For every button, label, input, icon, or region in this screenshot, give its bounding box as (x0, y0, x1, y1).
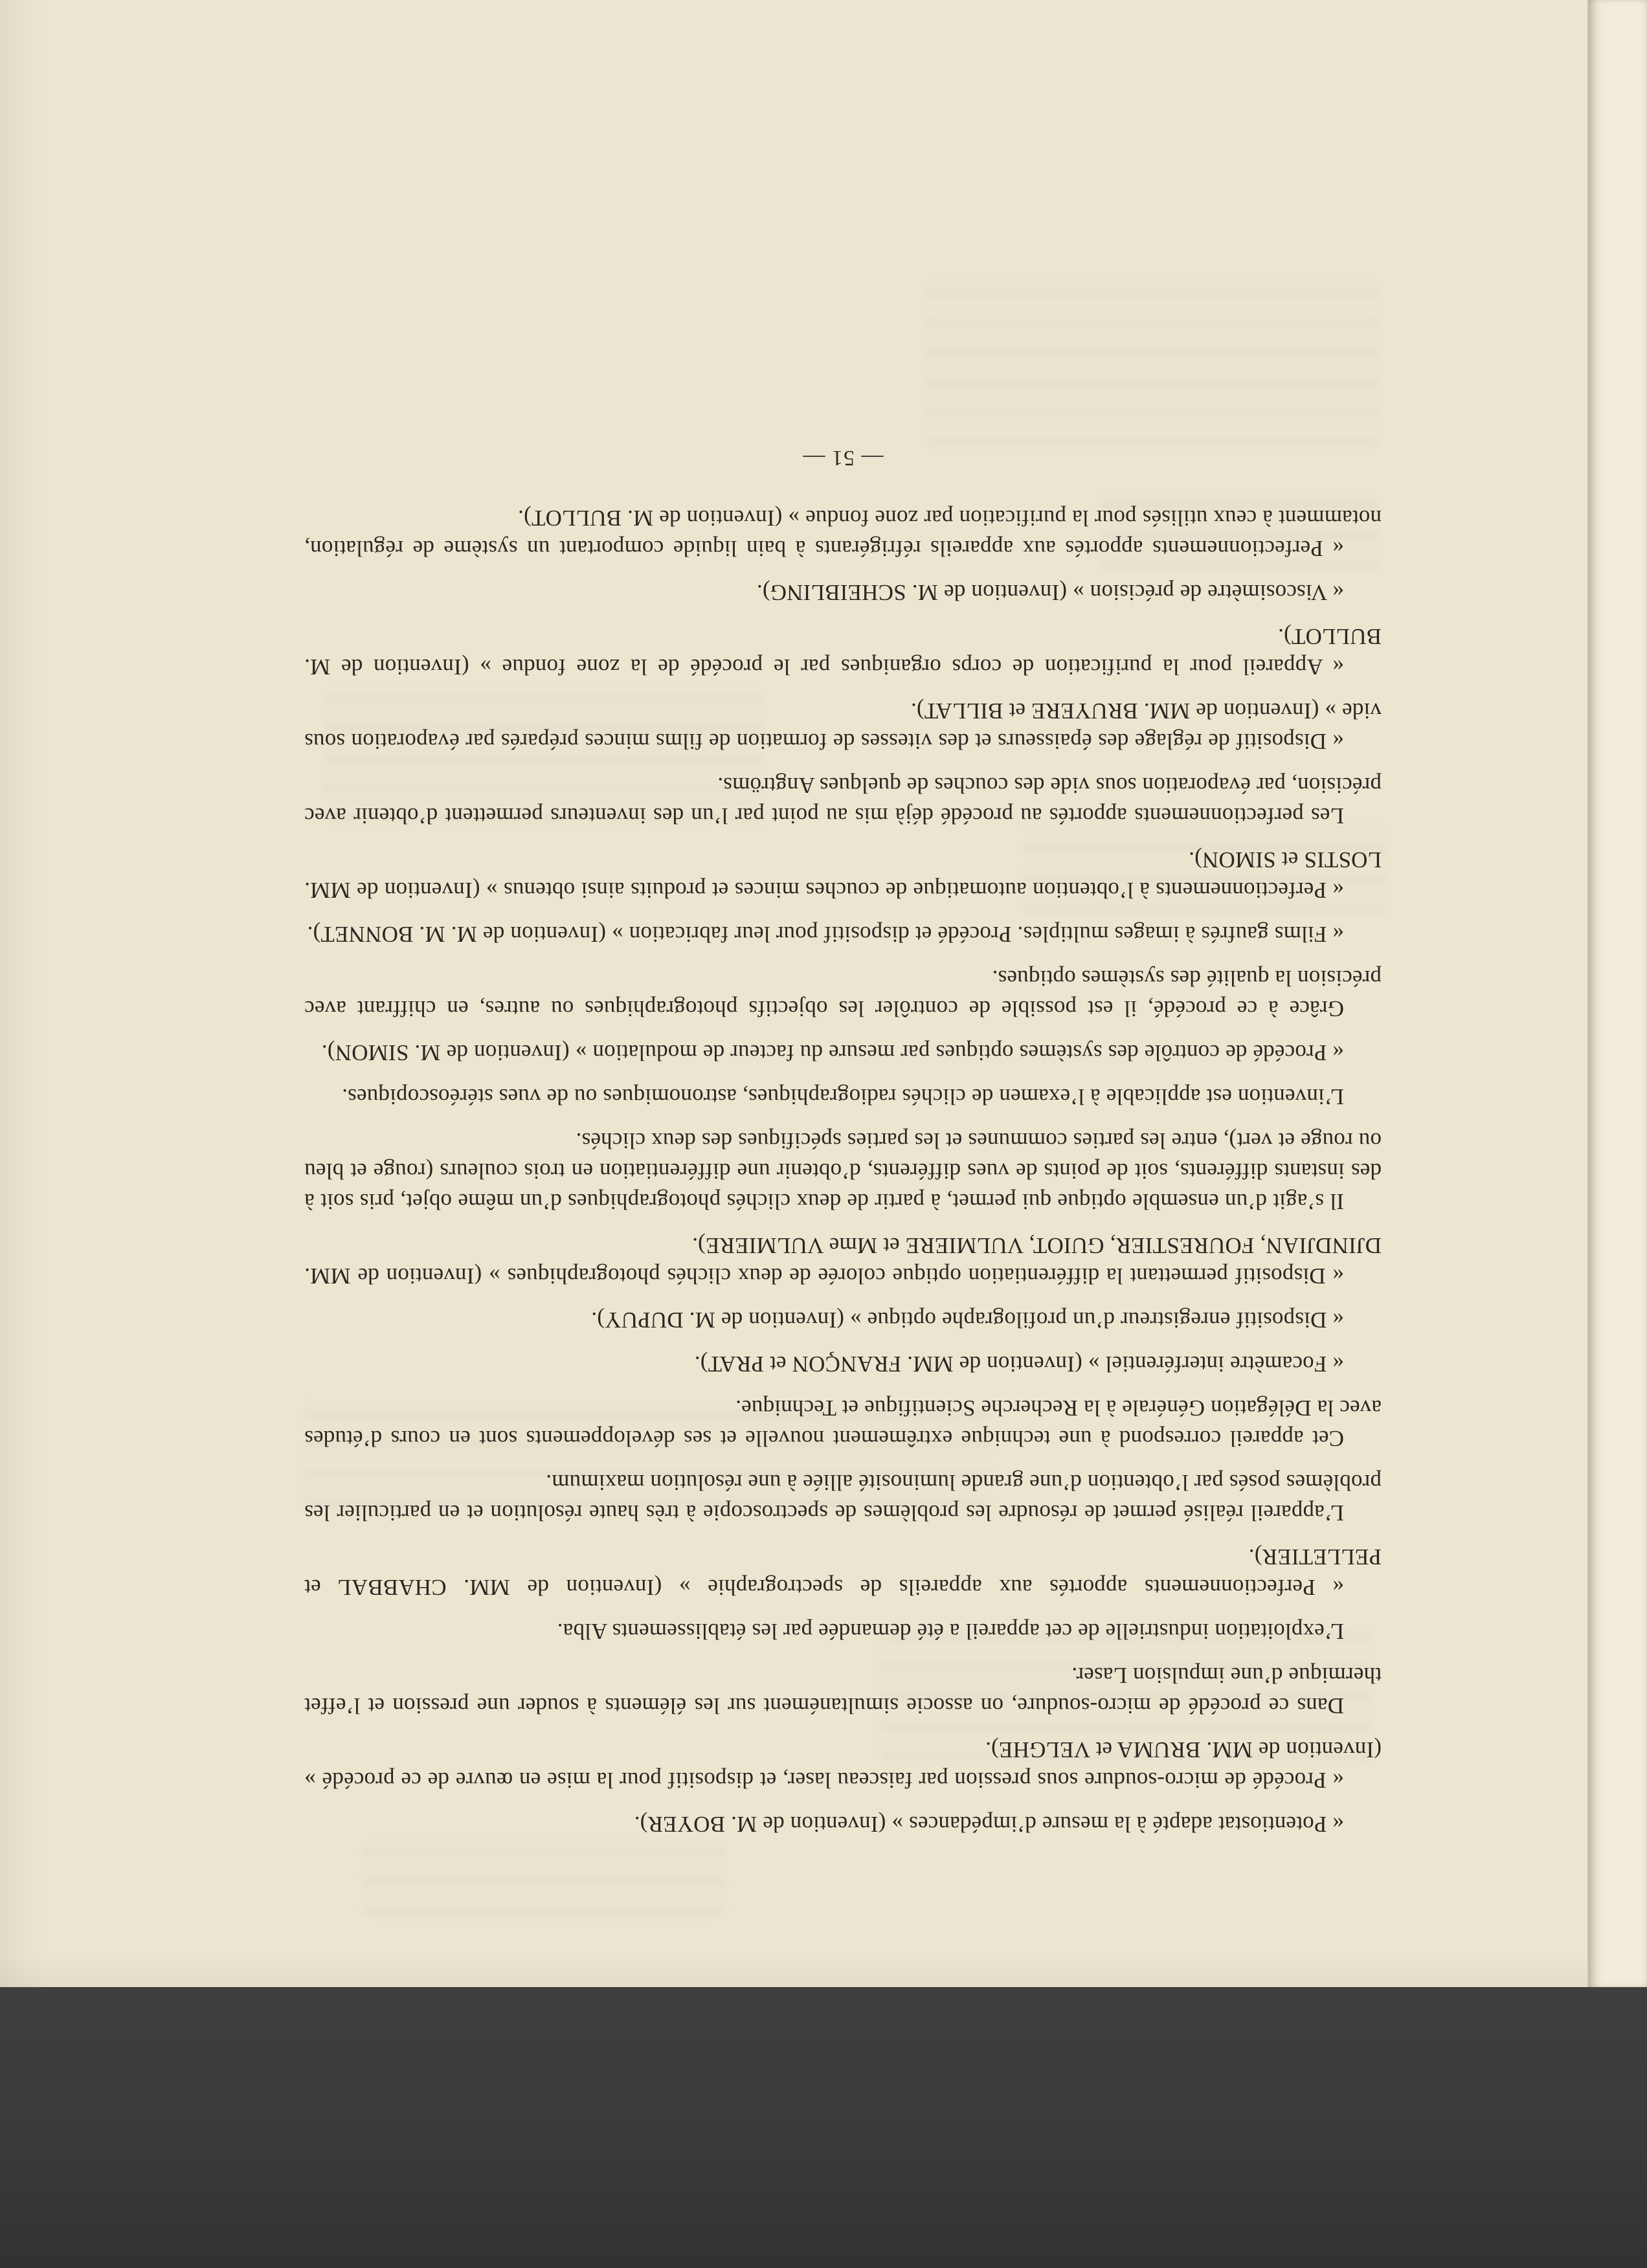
paragraph: « Potentiostat adapté à la mesure d’impédances » (Invention de M. BOYER). (634, 1812, 1344, 1837)
paragraph: « Perfectionnements à l’obtention automatique de couches minces et produits ainsi obtenus » (Invention de MM. LOSTIS et SIMON). (304, 847, 1382, 903)
scanner-background-band (0, 1987, 1647, 2268)
paragraph: « Films gaufrés à images multiples. Procédé et dispositif pour leur fabrication » (Invention de M. M. BONNET). (307, 922, 1344, 947)
paragraph: L’exploitation industrielle de cet appareil a été demandée par les établissements Alba. (557, 1619, 1344, 1644)
paragraph: Grâce à ce procédé, il est possible de contrôler les objectifs photographiques ou autres, en chiffrant avec précision la qualité des systèmes optiques. (304, 966, 1382, 1021)
paragraph: « Perfectionnements apportés aux appareils réfrigérants à bain liquide comportant un système de régulation, notamment à ceux utilisés pour la purification par zone fondue » (Invention de M. BULLOT). (304, 506, 1382, 561)
paragraph: « Procédé de micro-soudure sous pression par faisceau laser, et dispositif pour la mise en œuvre de ce procédé » (Invention de MM. BRUMA et VELGHE). (304, 1737, 1382, 1793)
paragraph: « Focamètre interférentiel » (Invention de MM. FRANÇON et PRAT). (694, 1351, 1344, 1377)
paragraph: L’invention est applicable à l’examen de clichés radiographiques, astronomiques ou de vues stéréoscopiques. (342, 1084, 1344, 1109)
paragraph: « Procédé de contrôle des systèmes optiques par mesure du facteur de modulation » (Invention de M. SIMON). (321, 1040, 1344, 1065)
underlying-page-edge (1587, 0, 1647, 1987)
paragraph: L’appareil réalisé permet de résoudre les problèmes de spectroscopie à très haute résolution et en particulier les problèmes posés par l’obtention d’une grande luminosité alliée à une résolution maximum. (304, 1470, 1382, 1526)
paragraph: Dans ce procédé de micro-soudure, on associe simultanément sur les éléments à souder une pression et l’effet thermique d’une impulsion Laser. (304, 1663, 1382, 1718)
paragraph: Il s’agit d’un ensemble optique qui permet, à partir de deux clichés photographiques d’un même objet, pris soit à des instants différents, soit de points de vues différents, d’obtenir une différentiation en trois couleurs (rouge et bleu ou rouge et vert), entre les parties communes et les parties spécifiques des deux clichés. (304, 1128, 1382, 1214)
paragraph: Les perfectionnements apportés au procédé déjà mis au point par l’un des inventeurs permettent d’obtenir avec précision, par évaporation sous vide des couches de quelques Angtröms. (304, 773, 1382, 828)
paragraph: « Dispositif permettant la différentiation optique colorée de deux clichés photographiques » (Invention de MM. DJINDJIAN, FOURESTIER, GUIOT, VULMIERE et Mme VULMIERE). (304, 1233, 1382, 1289)
page-number: — 51 — (802, 446, 884, 470)
paragraph: « Viscosimètre de précision » (Invention de M. SCHEIBLING). (756, 580, 1344, 605)
paragraph: « Appareil pour la purification de corps organiques par le procédé de la zone fondue » (Invention de M. BULLOT). (304, 624, 1382, 680)
paragraph: « Perfectionnements apportés aux appareils de spectrographie » (Invention de MM. CHABBAL et PELLETIER). (304, 1544, 1382, 1600)
paragraph: Cet appareil correspond à une technique extrêmement nouvelle et ses développements sont en cours d’études avec la Délégation Générale à la Recherche Scientifique et Technique. (304, 1395, 1382, 1451)
paragraph: « Dispositif de réglage des épaisseurs et des vitesses de formation de films minces préparés par évaporation sous vide » (Invention de MM. BRUYERE et BILLAT). (304, 698, 1382, 754)
paragraph-list (304, 503, 1382, 1840)
paragraph: « Dispositif enregistreur d’un profilographe optique » (Invention de M. DUPUY). (591, 1307, 1344, 1333)
